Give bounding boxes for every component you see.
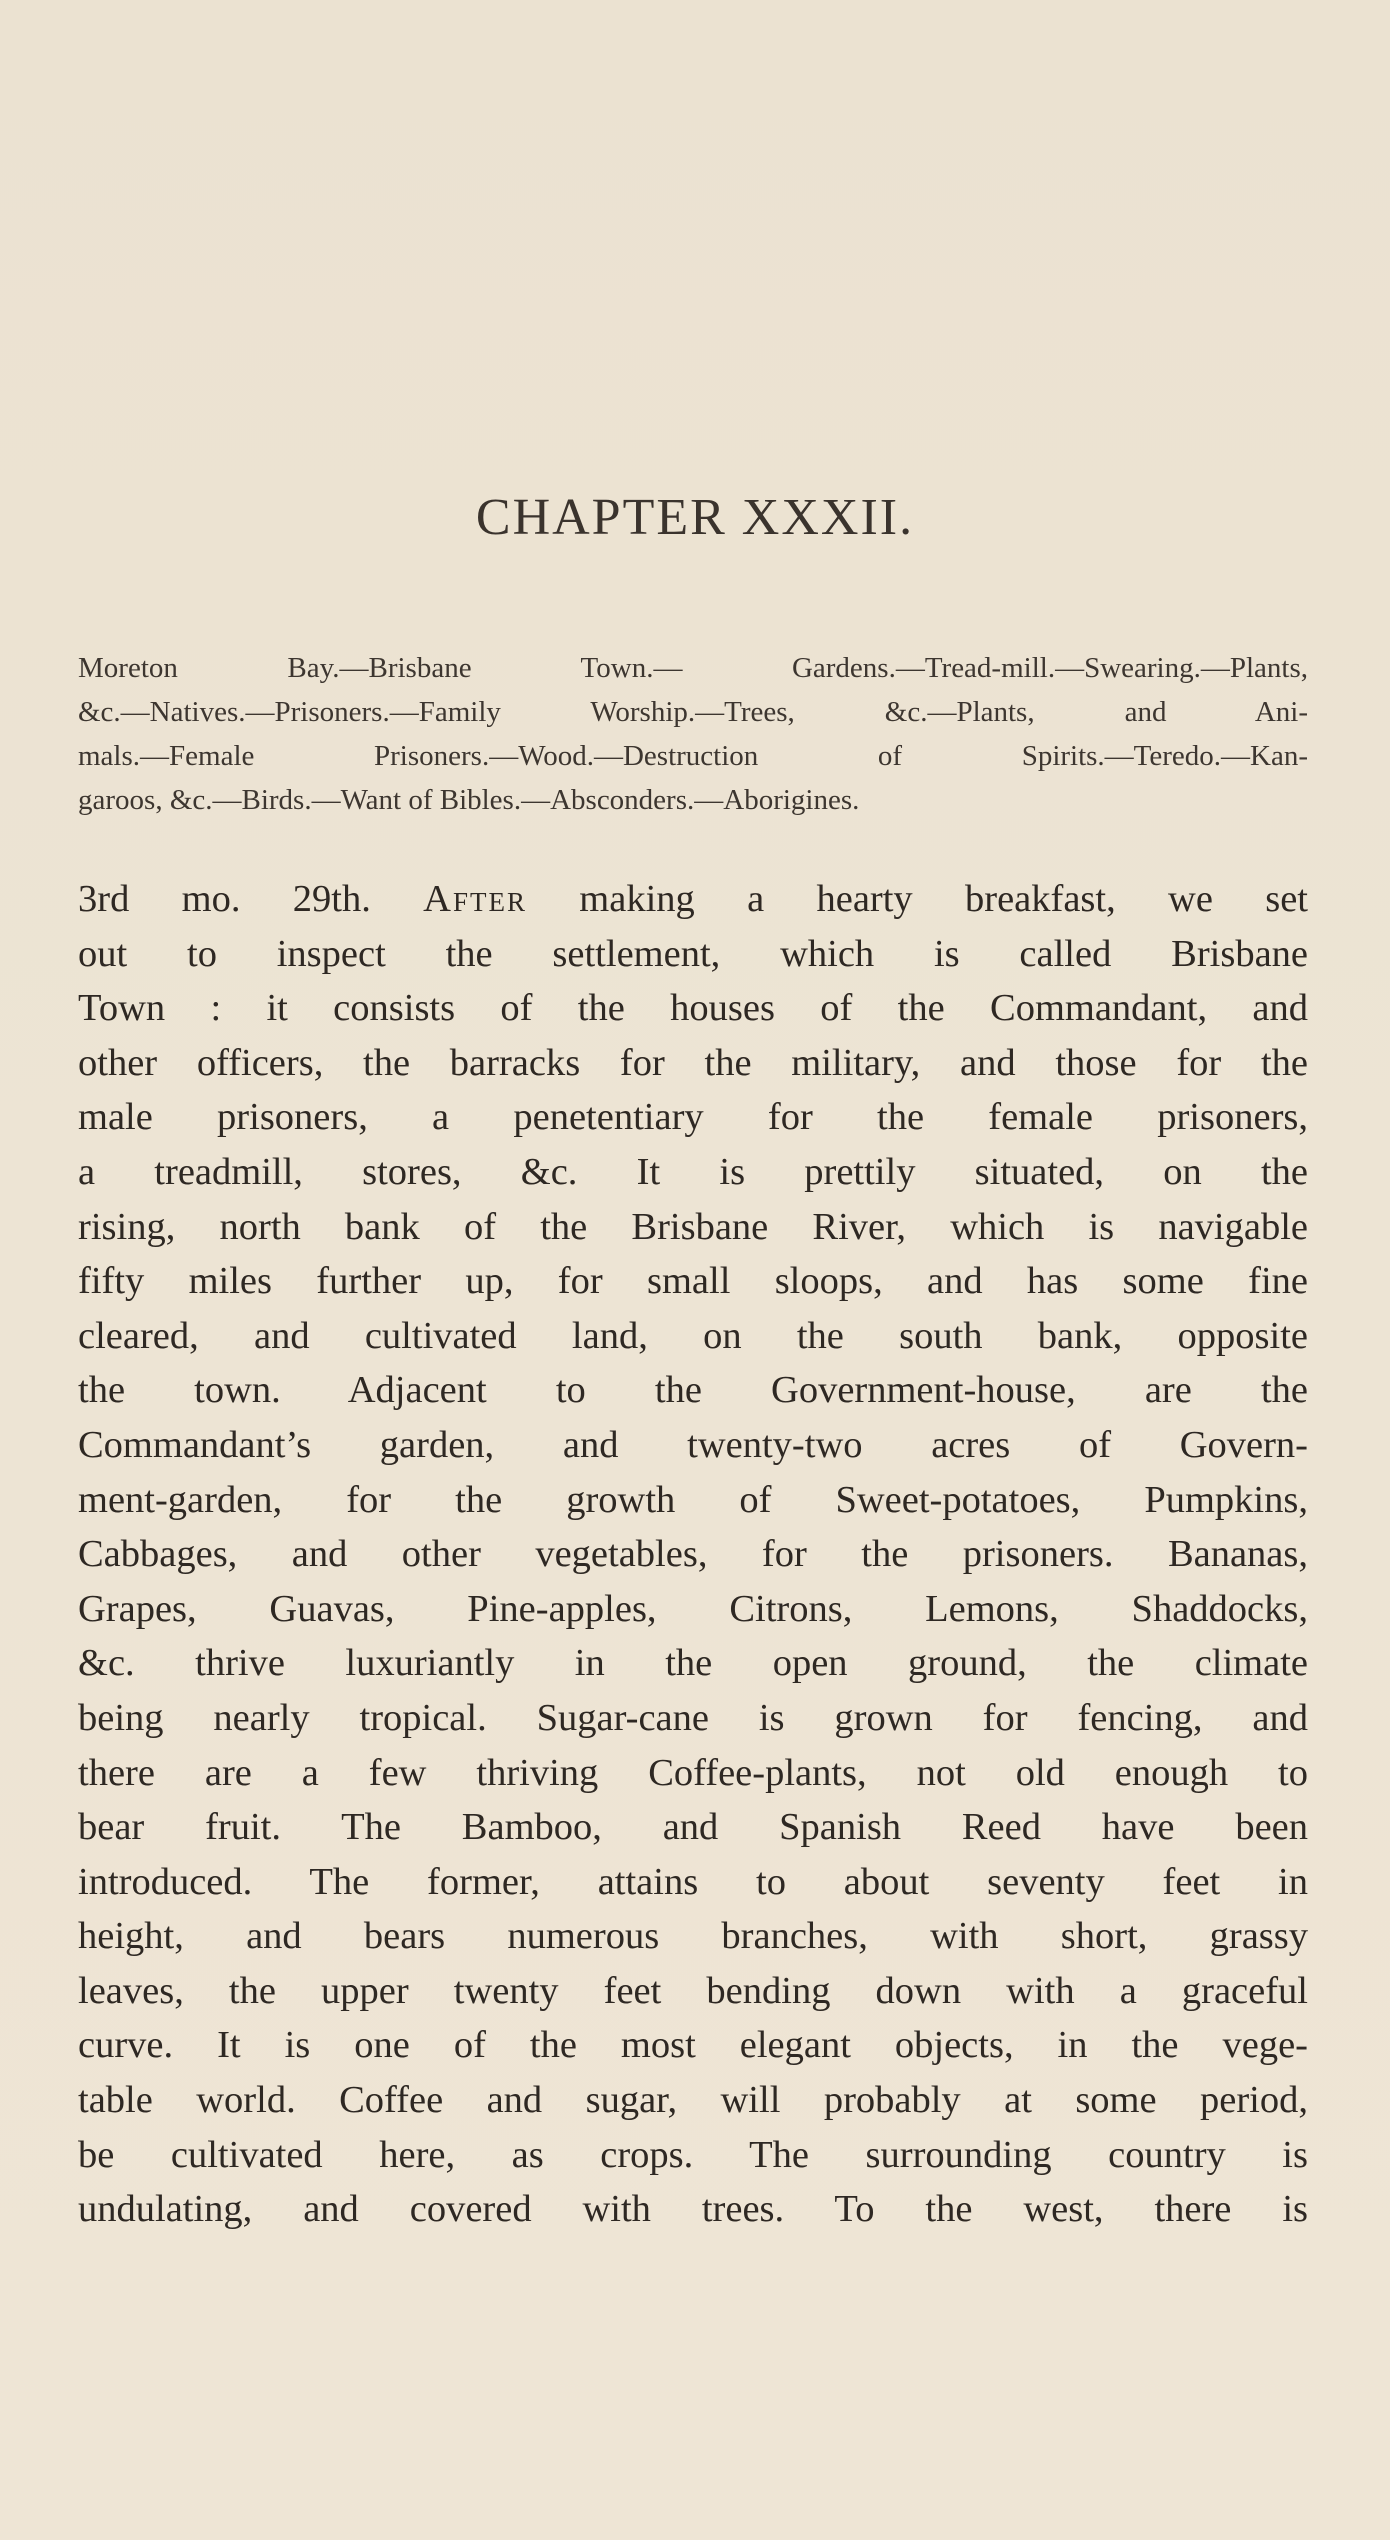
summary-line: Moreton Bay.—Brisbane Town.— Gardens.—Tread-mill.—Swearing.—Plants, — [78, 652, 1308, 684]
body-line: ment-garden, for the growth of Sweet-potatoes, Pumpkins, — [78, 1478, 1308, 1521]
body-line: table world. Coffee and sugar, will probably at some period, — [78, 2079, 1308, 2122]
body-line: a treadmill, stores, &c. It is prettily situated, on the — [78, 1150, 1308, 1193]
body-line: being nearly tropical. Sugar-cane is grown for fencing, and — [78, 1696, 1308, 1739]
body-line: bear fruit. The Bamboo, and Spanish Reed have been — [78, 1806, 1308, 1849]
body-line: &c. thrive luxuriantly in the open ground, the climate — [78, 1642, 1308, 1685]
body-line: there are a few thriving Coffee-plants, not old enough to — [78, 1751, 1308, 1794]
summary-line: garoos, &c.—Birds.—Want of Bibles.—Absconders.—Aborigines. — [78, 784, 860, 816]
lead-word: After — [423, 878, 527, 920]
body-line: leaves, the upper twenty feet bending down with a graceful — [78, 1969, 1308, 2012]
chapter-summary — [78, 646, 1308, 822]
chapter-title: CHAPTER XXXII. — [475, 489, 915, 546]
body-line: fifty miles further up, for small sloops, and has some fine — [78, 1260, 1308, 1303]
body-line: Cabbages, and other vegetables, for the prisoners. Bananas, — [78, 1533, 1308, 1576]
body-line: the town. Adjacent to the Government-house, are the — [78, 1369, 1308, 1412]
body-text — [78, 872, 1308, 2237]
body-line: undulating, and covered with trees. To the west, there is — [78, 2188, 1308, 2231]
summary-line: mals.—Female Prisoners.—Wood.—Destruction of Spirits.—Teredo.—Kan- — [78, 740, 1308, 772]
summary-line: &c.—Natives.—Prisoners.—Family Worship.—Trees, &c.—Plants, and Ani- — [78, 696, 1308, 728]
body-line: Town : it consists of the houses of the Commandant, and — [78, 987, 1308, 1030]
first-line-text: making a hearty breakfast, we set — [579, 878, 1308, 920]
body-line: cleared, and cultivated land, on the south bank, opposite — [78, 1314, 1308, 1357]
entry-date: 3rd mo. 29th. — [78, 878, 371, 920]
body-line: male prisoners, a penetentiary for the female prisoners, — [78, 1096, 1308, 1139]
body-line: be cultivated here, as crops. The surrounding country is — [78, 2133, 1308, 2176]
body-line: Grapes, Guavas, Pine-apples, Citrons, Lemons, Shaddocks, — [78, 1587, 1308, 1630]
body-line: Commandant’s garden, and twenty-two acres of Govern- — [78, 1423, 1308, 1466]
body-line: out to inspect the settlement, which is called Brisbane — [78, 932, 1308, 975]
body-line: other officers, the barracks for the military, and those for the — [78, 1041, 1308, 1084]
body-line: rising, north bank of the Brisbane River, which is navigable — [78, 1205, 1308, 1248]
body-line-first — [78, 872, 1308, 927]
body-line: introduced. The former, attains to about seventy feet in — [78, 1860, 1308, 1903]
body-line: height, and bears numerous branches, with short, grassy — [78, 1915, 1308, 1958]
body-line: curve. It is one of the most elegant objects, in the vege- — [78, 2024, 1308, 2067]
